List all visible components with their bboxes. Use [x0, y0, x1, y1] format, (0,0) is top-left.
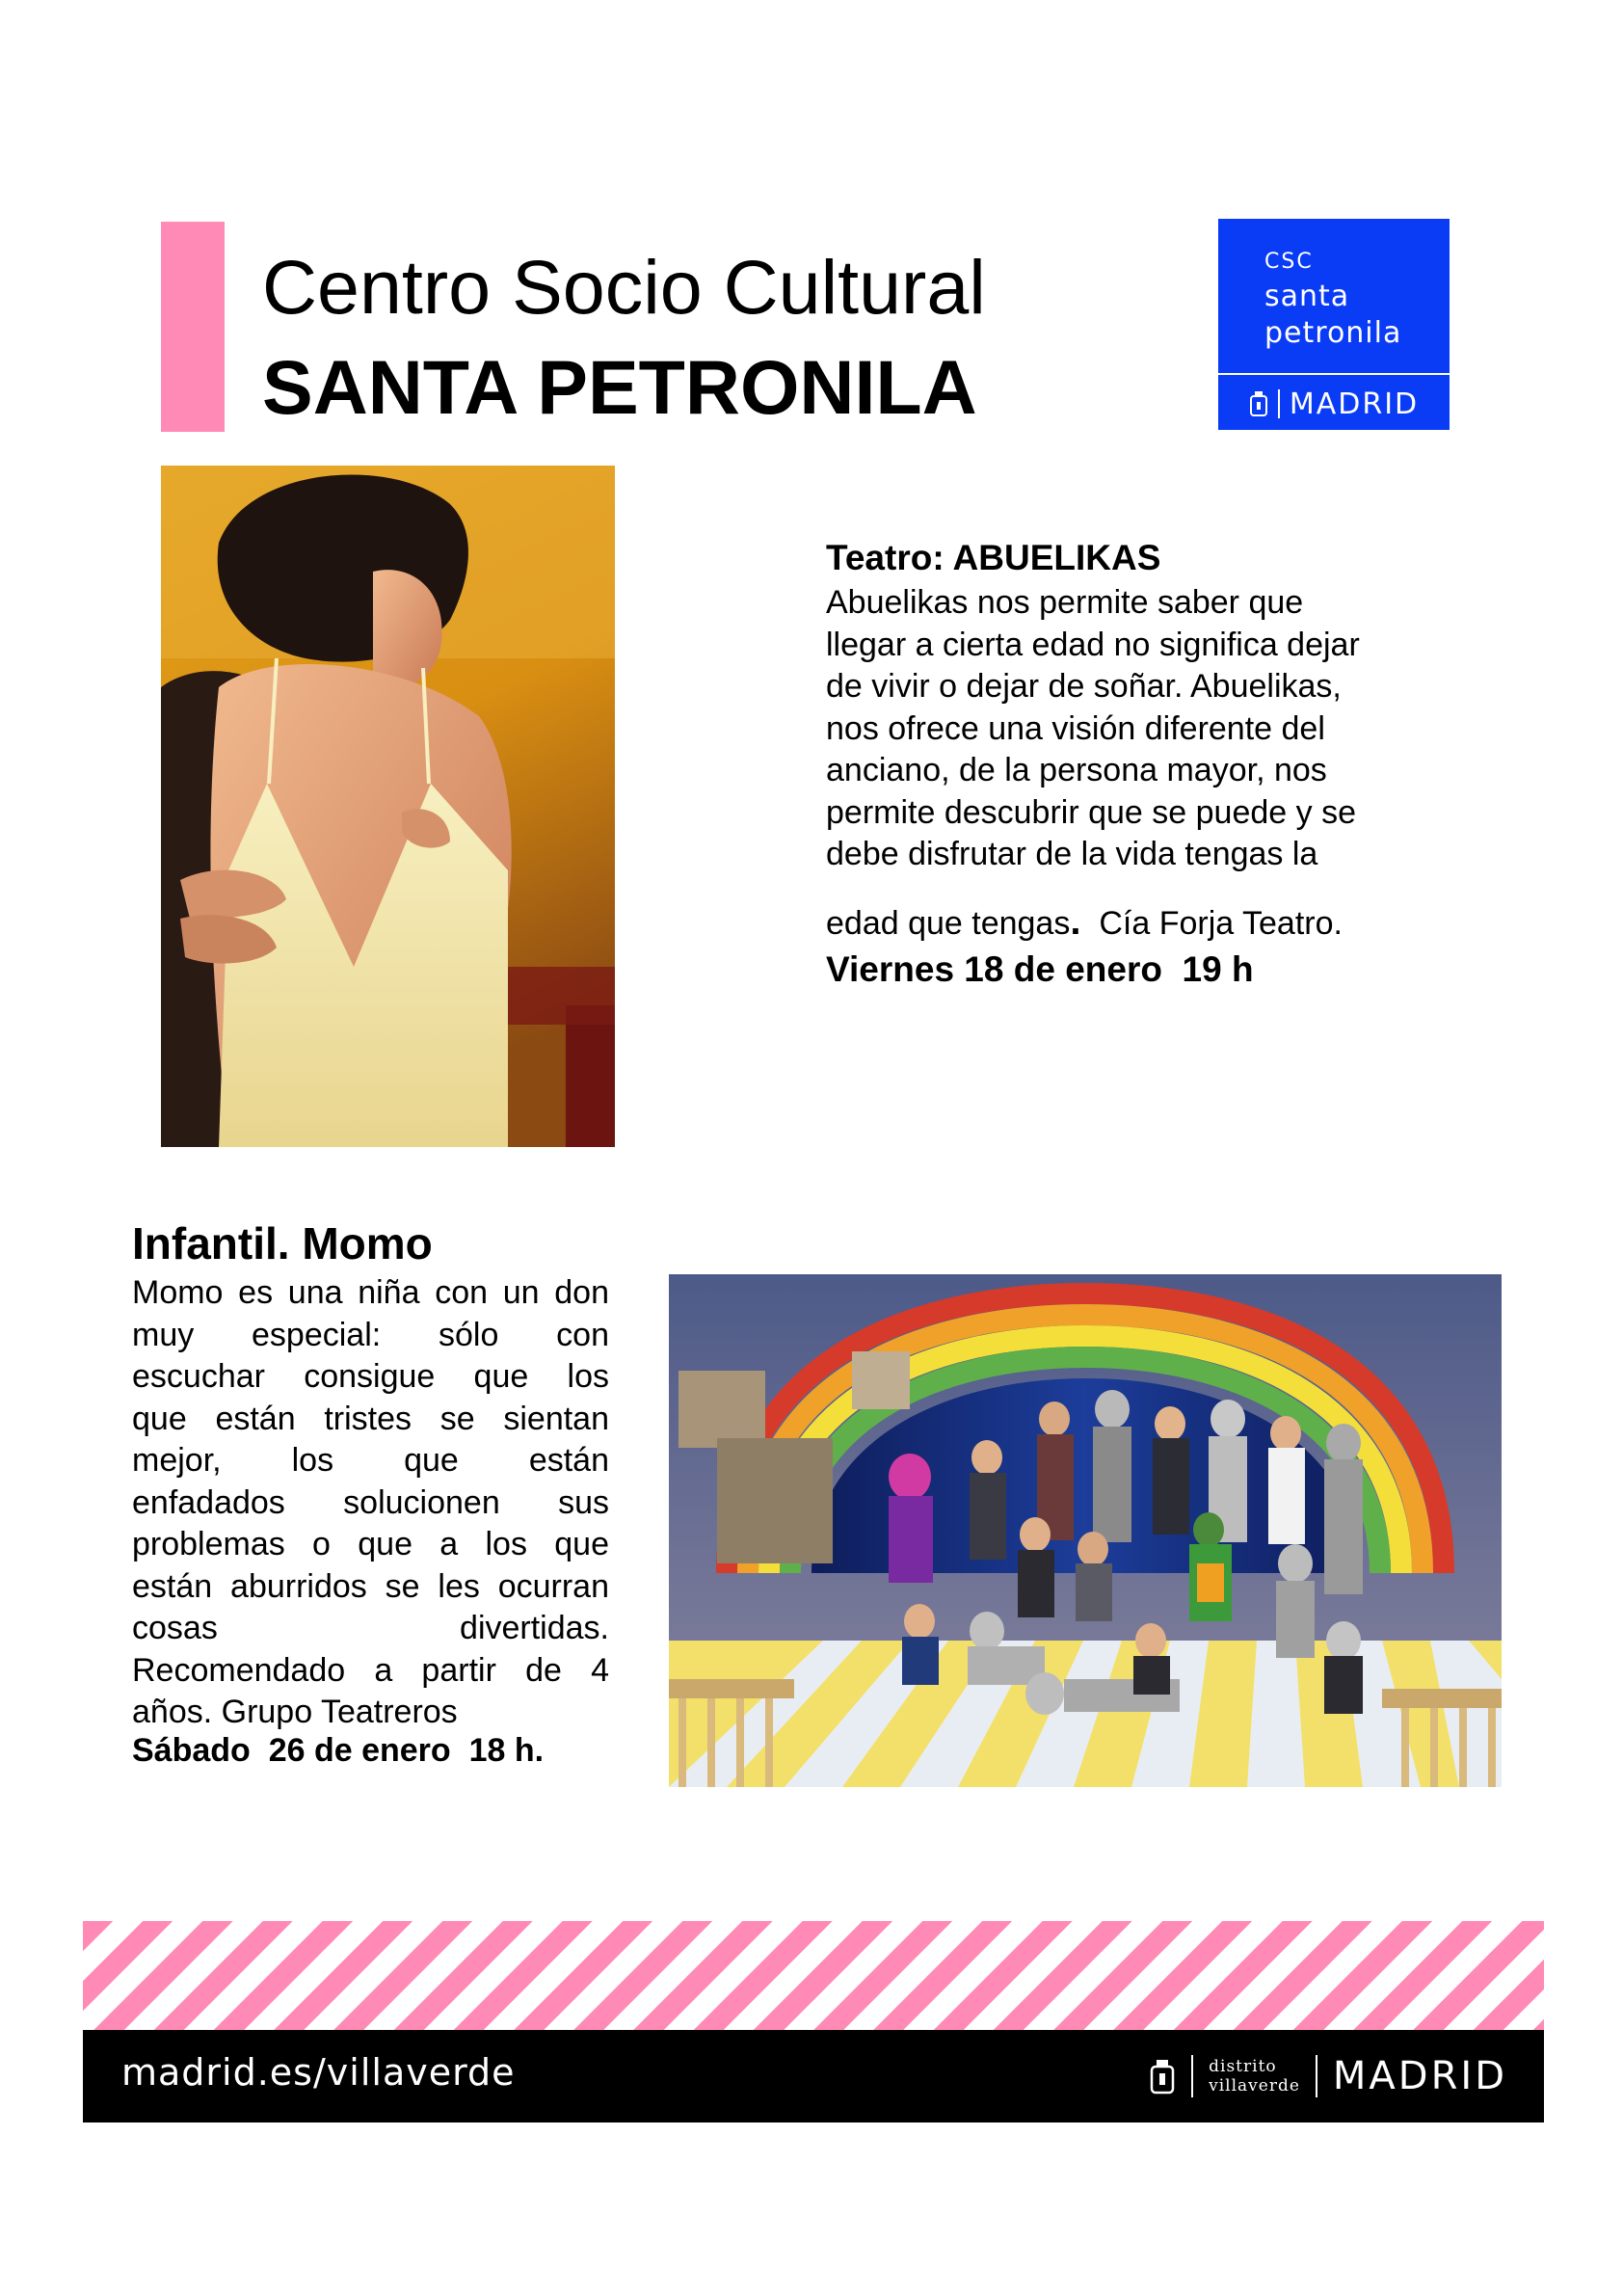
logo-csc-label: CSC: [1264, 250, 1314, 274]
event2-description: [132, 1272, 609, 1734]
event1-last-start: edad que tengas: [826, 905, 1071, 942]
event1-line: de vivir o dejar de soñar. Abuelikas,: [826, 668, 1342, 705]
event1-line: nos ofrece una visión diferente del: [826, 709, 1325, 747]
footer-madrid: MADRID: [1332, 2054, 1507, 2098]
event2-line: escuchar consigue que los: [132, 1358, 609, 1395]
event2-line: Momo es una niña con un don: [132, 1274, 609, 1311]
event2-date: Sábado 26 de enero 18 h.: [132, 1732, 545, 1769]
madrid-crest-icon: [1149, 2058, 1176, 2095]
momo-group-photo: [669, 1274, 1502, 1787]
footer-url: madrid.es/villaverde: [121, 2051, 516, 2094]
csc-santa-petronila-logo: [1218, 219, 1450, 430]
footer-distrito: [1209, 2057, 1300, 2096]
page-title-line1: Centro Socio Cultural: [262, 244, 986, 330]
footer-bar: [83, 2030, 1544, 2122]
event1-description: [826, 582, 1404, 876]
event1-title: Teatro: ABUELIKAS: [826, 538, 1161, 577]
event2-line: mejor, los que están: [132, 1442, 609, 1479]
footer-separator: [1316, 2055, 1317, 2097]
logo-divider: [1218, 373, 1450, 375]
event2-line: Recomendado a partir de 4: [132, 1651, 609, 1689]
logo-center-name: [1264, 279, 1401, 352]
event1-line: Abuelikas nos permite saber que: [826, 584, 1304, 621]
footer-separator: [1191, 2055, 1193, 2097]
event1-company: Cía Forja Teatro.: [1080, 905, 1343, 942]
logo-madrid-row: [1218, 385, 1450, 423]
event1-line: anciano, de la persona mayor, nos: [826, 752, 1327, 788]
event1-date: Viernes 18 de enero 19 h: [826, 949, 1254, 989]
event1-line: permite descubrir que se puede y se: [826, 793, 1356, 831]
event1-last-line: [826, 900, 1343, 944]
event2-line: están aburridos se les ocurran: [132, 1567, 609, 1605]
footer-distrito-line2: villaverde: [1209, 2076, 1300, 2096]
logo-name-line2: petronila: [1264, 316, 1402, 350]
page-title-line2: SANTA PETRONILA: [262, 344, 977, 430]
event1-last-dot: .: [1070, 900, 1081, 943]
event2-line: problemas o que a los que: [132, 1526, 609, 1562]
logo-name-line1: santa: [1264, 280, 1350, 313]
event1-line: debe disfrutar de la vida tengas la: [826, 836, 1318, 872]
logo-separator: [1278, 389, 1280, 418]
madrid-crest-icon: [1249, 390, 1268, 417]
event2-line: años. Grupo Teatreros: [132, 1694, 458, 1730]
event2-line: enfadados solucionen sus: [132, 1483, 609, 1521]
footer-branding: [1149, 2047, 1507, 2105]
abuelikas-photo: [161, 466, 615, 1147]
pink-accent-bar: [161, 222, 225, 432]
pink-striped-band: [83, 1921, 1544, 2030]
event2-line: cosas divertidas.: [132, 1610, 609, 1646]
event2-line: que están tristes se sientan: [132, 1400, 609, 1437]
event2-line: muy especial: sólo con: [132, 1316, 609, 1353]
event1-line: llegar a cierta edad no significa dejar: [826, 626, 1360, 663]
logo-madrid-text: MADRID: [1289, 387, 1420, 421]
footer-distrito-line1: distrito: [1209, 2057, 1277, 2076]
event2-title: Infantil. Momo: [132, 1218, 433, 1268]
